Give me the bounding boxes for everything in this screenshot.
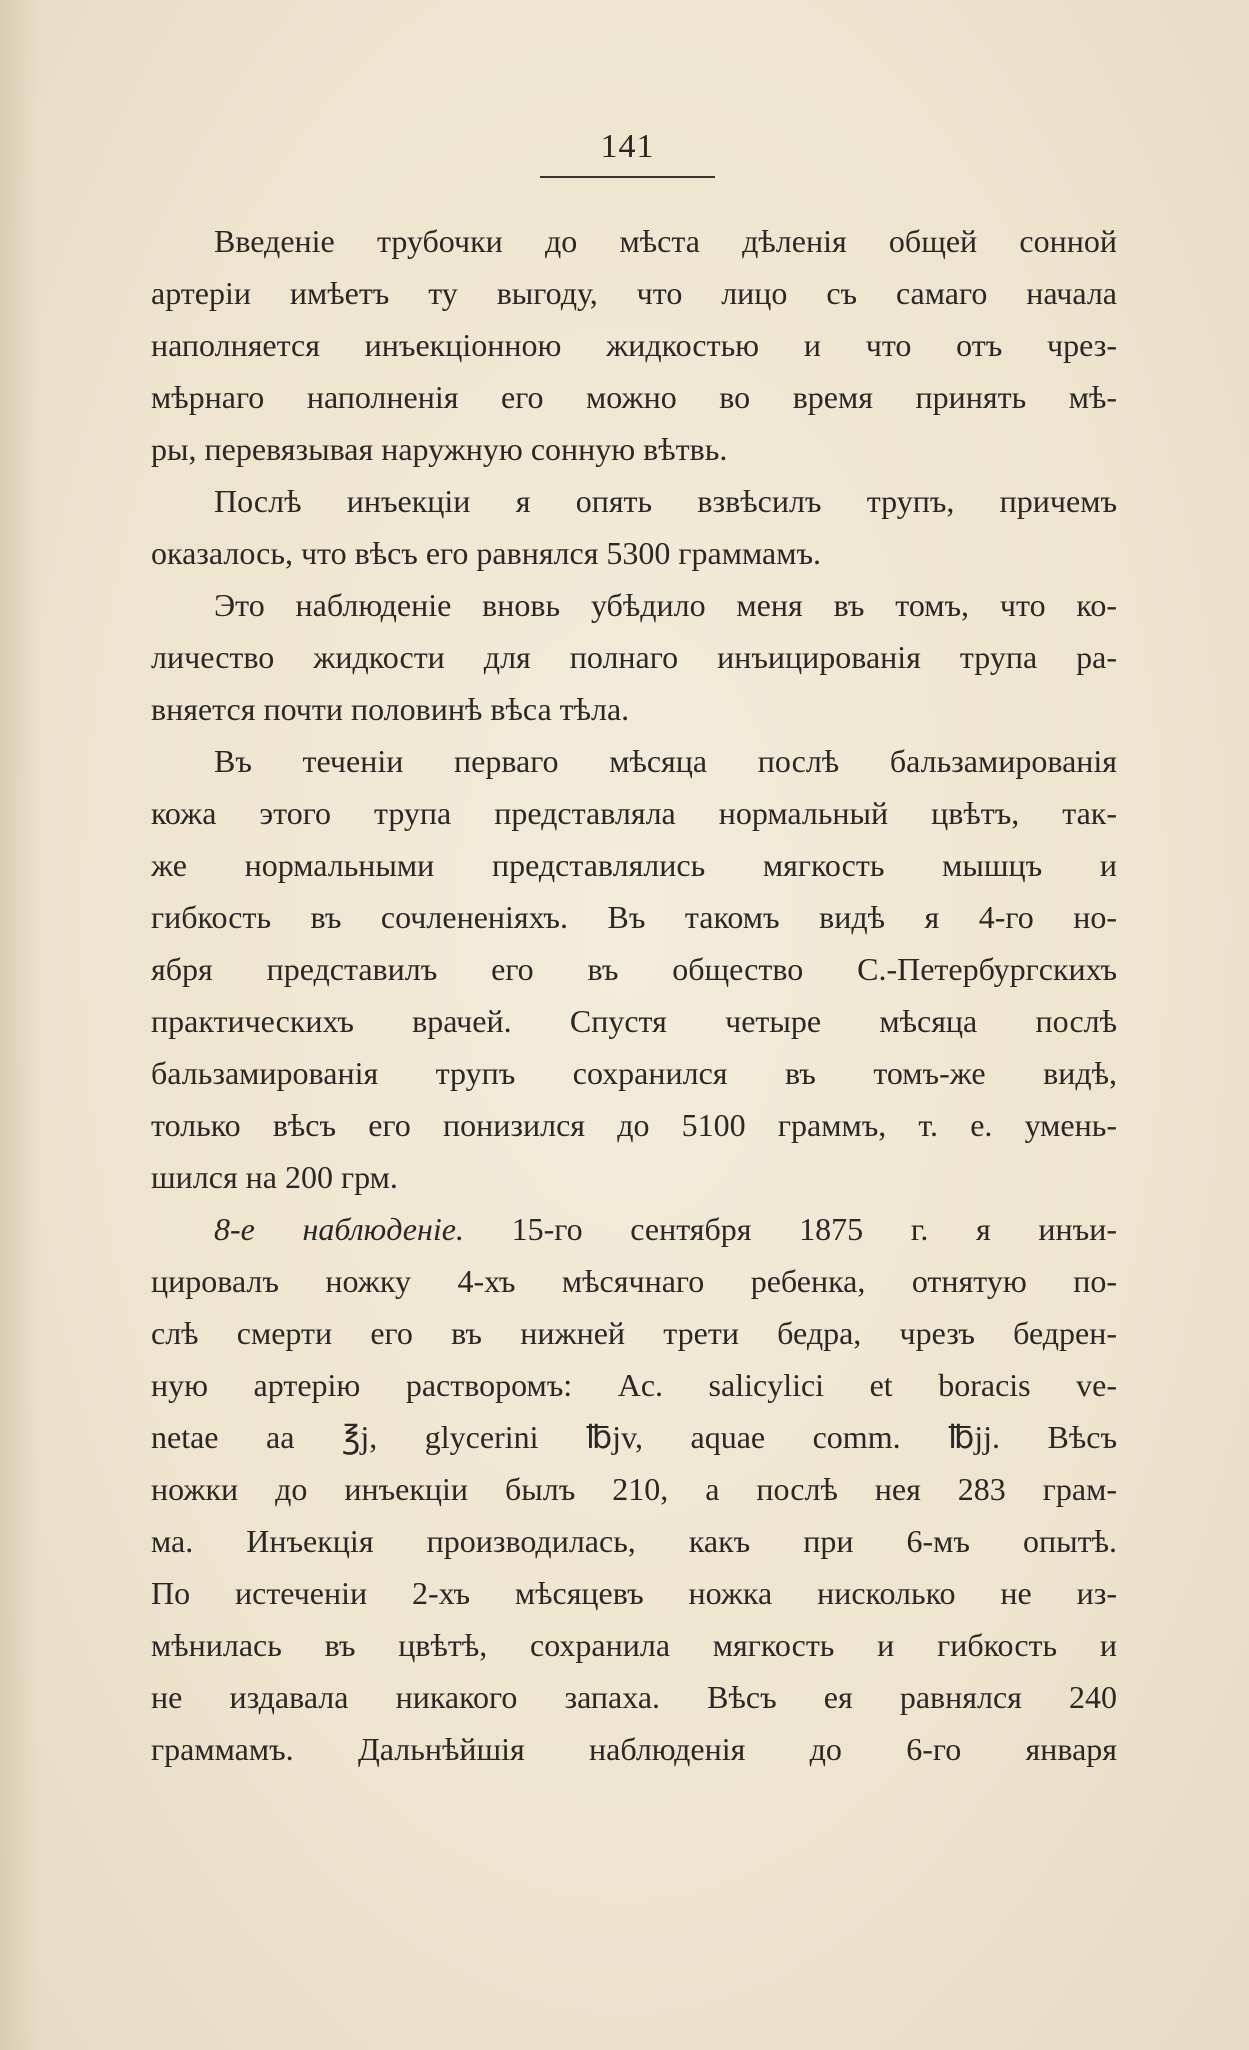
text-line: ную артерію растворомъ: Ac. salicylici et boracis ve- — [151, 1367, 1117, 1403]
text-line: наполняется инъекціонною жидкостью и что отъ чрез- — [151, 327, 1117, 363]
text-line: оказалось, что вѣсъ его равнялся 5300 граммамъ. — [151, 535, 822, 571]
text-line: шился на 200 грм. — [151, 1159, 398, 1195]
text-line: артеріи имѣетъ ту выгоду, что лицо съ самаго начала — [151, 275, 1117, 311]
text-line: Послѣ инъекціи я опять взвѣсилъ трупъ, причемъ — [214, 483, 1117, 519]
text-line: гибкость въ сочлененіяхъ. Въ такомъ видѣ я 4-го но- — [151, 899, 1117, 935]
text-line: Въ теченіи перваго мѣсяца послѣ бальзамированія — [214, 743, 1117, 779]
text-line: Это наблюденіе вновь убѣдило меня въ томъ, что ко- — [214, 587, 1117, 623]
text-line: По истеченіи 2-хъ мѣсяцевъ ножка нисколько не из- — [151, 1575, 1117, 1611]
observation-heading: 8-е наблюденіе. — [214, 1211, 464, 1247]
text-line: ма. Инъекція производилась, какъ при 6-мъ опытѣ. — [151, 1523, 1117, 1559]
page-edge-shadow — [0, 0, 40, 2050]
text-line-observation — [151, 1203, 1117, 1255]
text-line: ября представилъ его въ общество С.-Петербургскихъ — [151, 951, 1117, 987]
text-line: netae aa ℥j, glycerini ℔jv, aquae comm. ℔jj. Вѣсъ — [151, 1419, 1117, 1455]
text-line: цировалъ ножку 4-хъ мѣсячнаго ребенка, отнятую по- — [151, 1263, 1117, 1299]
text-line: ножки до инъекціи былъ 210, а послѣ нея 283 грам- — [151, 1471, 1117, 1507]
text-line: практическихъ врачей. Спустя четыре мѣсяца послѣ — [151, 1003, 1117, 1039]
page-number-rule — [540, 176, 715, 178]
text-line: только вѣсъ его понизился до 5100 граммъ, т. е. умень- — [151, 1107, 1117, 1143]
text-line: бальзамированія трупъ сохранился въ томъ-же видѣ, — [151, 1055, 1117, 1091]
body-text — [151, 215, 1117, 1775]
text-line: Введеніе трубочки до мѣста дѣленія общей сонной — [214, 223, 1117, 259]
text-line: слѣ смерти его въ нижней трети бедра, чрезъ бедрен- — [151, 1315, 1117, 1351]
text-line: вняется почти половинѣ вѣса тѣла. — [151, 691, 630, 727]
text-line: кожа этого трупа представляла нормальный цвѣтъ, так- — [151, 795, 1117, 831]
text-line: личество жидкости для полнаго инъицированія трупа ра- — [151, 639, 1117, 675]
text-line: граммамъ. Дальнѣйшія наблюденія до 6-го января — [151, 1731, 1117, 1767]
text-line: же нормальными представлялись мягкость мышцъ и — [151, 847, 1117, 883]
text-line: не издавала никакого запаха. Вѣсъ ея равнялся 240 — [151, 1679, 1117, 1715]
observation-text: 15-го сентября 1875 г. я инъи- — [511, 1211, 1117, 1247]
text-line: мѣрнаго наполненія его можно во время принять мѣ- — [151, 379, 1117, 415]
text-line: мѣнилась въ цвѣтѣ, сохранила мягкость и гибкость и — [151, 1627, 1117, 1663]
text-line: ры, перевязывая наружную сонную вѣтвь. — [151, 431, 728, 467]
page-number: 141 — [600, 128, 655, 165]
